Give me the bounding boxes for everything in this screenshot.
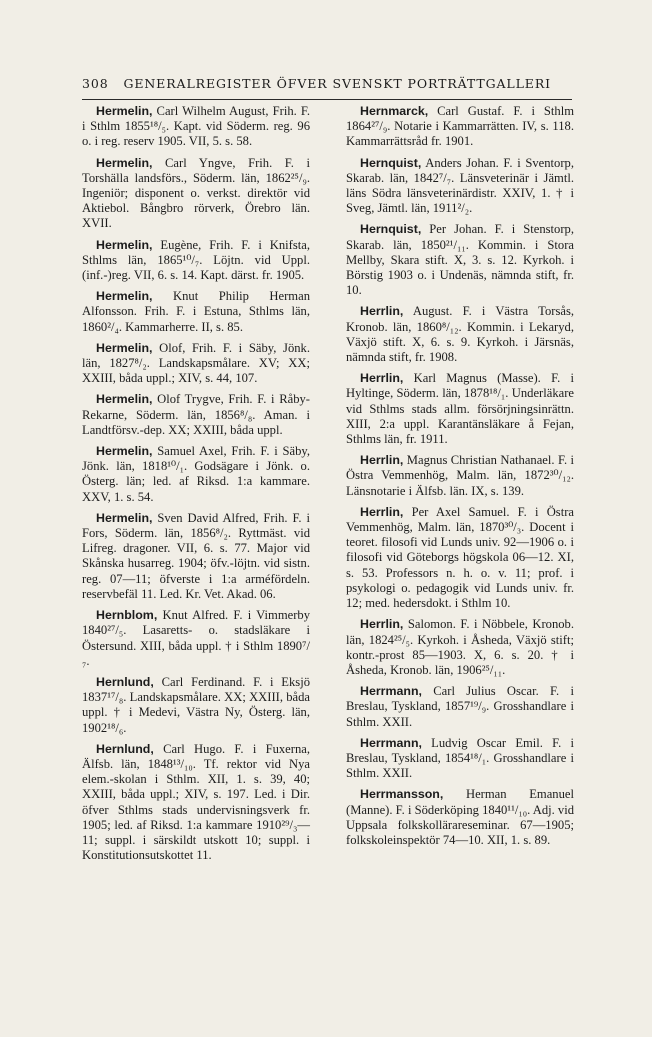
register-entry (346, 787, 574, 848)
entry-details: Knut Alfred. F. i Vimmerby 1840²⁷/₅. Lasaretts- o. stadsläkare i Östersund. XIII, båda uppl. † i Sthlm 1890⁷/₇. (82, 608, 310, 668)
register-entry (346, 304, 574, 365)
entry-surname: Hermelin, (96, 155, 153, 170)
register-entry (82, 444, 310, 505)
entry-surname: Herrmann, (360, 735, 422, 750)
entry-surname: Herrlin, (360, 371, 404, 386)
entry-details: Magnus Christian Nathanael. F. i Östra Vemmenhög, Malm. län, 1872³⁰/₁₂. Länsnotarie i Älfsb. län. IX, s. 139. (346, 453, 574, 498)
entry-surname: Hernblom, (96, 608, 158, 623)
entry-details: August. F. i Västra Torsås, Kronob. län, 1860⁸/₁₂. Kommin. i Lekaryd, Växjö stift. X, 6. s. 9. Kyrkoh. i Järsnäs, nämnda stift, fr. 1908. (346, 304, 574, 365)
entry-details: Ludvig Oscar Emil. F. i Breslau, Tyskland, 1854¹⁸/₁. Grosshandlare i Sthlm. XXII. (346, 735, 574, 781)
entry-surname: Hernquist, (360, 222, 422, 237)
register-entry (82, 238, 310, 284)
register-entry (82, 742, 310, 864)
entry-surname: Hermelin, (96, 289, 153, 304)
running-header (82, 76, 572, 91)
entry-details: Carl Julius Oscar. F. i Breslau, Tyskland, 1857¹⁹/₉. Grosshandlare i Sthlm. XXII. (346, 684, 574, 729)
entry-details: Anders Johan. F. i Sventorp, Skarab. län, 1842⁷/₇. Länsveterinär i Jämtl. läns Södra länsveterinärdistr. XXIV, 1. † i Sveg, Jämtl. län, 1911²/₂. (346, 155, 574, 216)
entry-details: Samuel Axel, Frih. F. i Säby, Jönk. län, 1818¹⁰/₁. Godsägare i Jönk. o. Österg. län; led. af Riksd. 1:a kammare. XXV, 1. s. 54. (82, 444, 310, 504)
entry-surname: Hernmarck, (360, 104, 429, 118)
entry-details: Karl Magnus (Masse). F. i Hyltinge, Söderm. län, 1878¹⁸/₁. Underläkare vid Sthlms stads allm. försörjningsinrättn. XIII, 2:a uppl. Karantänsläkare å Fejan, Sthlms län, fr. 1911. (346, 371, 574, 447)
right-column (346, 104, 574, 854)
entry-surname: Herrmann, (360, 684, 422, 699)
entry-details: Carl Ferdinand. F. i Eksjö 1837¹⁷/₈. Landskapsmålare. XX; XXIII, båda uppl. † i Medevi, Västra Ny, Österg. län, 1902¹⁸/₆. (82, 674, 310, 735)
entry-details: Olof, Frih. F. i Säby, Jönk. län, 1827⁸/₂. Landskapsmålare. XV; XX; XXIII, båda uppl.; XIV, s. 44, 107. (82, 340, 310, 386)
entry-surname: Hernlund, (96, 741, 154, 756)
register-entry (82, 341, 310, 387)
entry-details: Carl Wilhelm August, Frih. F. i Sthlm 1855¹⁸/₅. Kapt. vid Söderm. reg. 96 o. i reg. reserv 1905. VII, 5. s. 58. (82, 104, 310, 149)
register-entry (346, 684, 574, 730)
register-entry (346, 453, 574, 499)
running-title: GENERALREGISTER ÖFVER SVENSKT PORTRÄTTGALLERI (123, 76, 551, 91)
entry-surname: Herrlin, (360, 617, 404, 632)
entry-details: Salomon. F. i Nöbbele, Kronob. län, 1824²⁵/₅. Kyrkoh. i Åsheda, Växjö stift; kontr.-prost 85—1903. X, 6. s. 20. † i Åsheda, Kronob. län, 1906²⁵/₁₁. (346, 617, 574, 677)
entry-surname: Herrlin, (360, 453, 404, 468)
entry-surname: Hernquist, (360, 155, 422, 170)
entry-surname: Hermelin, (96, 510, 153, 525)
entry-surname: Herrlin, (360, 504, 404, 519)
register-entry (82, 511, 310, 602)
entry-details: Knut Philip Herman Alfonsson. Frih. F. i Estuna, Sthlms län, 1860²/₄. Kammarherre. II, s. 85. (82, 289, 310, 334)
entry-details: Carl Hugo. F. i Fuxerna, Älfsb. län, 1848¹³/₁₀. Tf. rektor vid Nya elem.-skolan i Sthlm. XII, 1. s. 39, 40; XXIII, båda uppl.; XIV, s. 197. Led. i Dir. öfver Sthlms stads undervisningsverk fr. 1905; led. af Riksd. 1:a kammare 1910²⁹/₃—11; suppl. i särskildt utskott 10; suppl. i Konstitutionsutskottet 11. (82, 741, 310, 863)
register-entry (346, 505, 574, 611)
entry-surname: Hermelin, (96, 237, 153, 252)
entry-surname: Hermelin, (96, 444, 153, 459)
register-entry (346, 222, 574, 298)
register-entry (82, 675, 310, 736)
register-entry (82, 289, 310, 335)
left-column (82, 104, 310, 869)
register-entry (82, 608, 310, 669)
register-entry (82, 104, 310, 150)
entry-details: Per Axel Samuel. F. i Östra Vemmenhög, Malm. län, 1870³⁰/₃. Docent i teoret. filosofi vid Lunds univ. 92—1906 o. i filosofi vid Göteborgs högskola 06—12. XI, s. 53. Professors n. h. o. v. 11; prof. i psykologi o. pedagogik vid Lunds univ. fr. 12; med. hedersdokt. i Sthlm 10. (346, 504, 574, 611)
register-entry (346, 736, 574, 782)
entry-details: Olof Trygve, Frih. F. i Råby-Rekarne, Söderm. län, 1856⁸/₈. Aman. i Landtförsv.-dep. XX; XXIII, båda uppl. (82, 392, 310, 437)
entry-surname: Hermelin, (96, 340, 153, 355)
entry-details: Eugène, Frih. F. i Knifsta, Sthlms län, 1865¹⁰/₇. Löjtn. vid Uppl. (inf.-)reg. VII, 6. s. 14. Kapt. därst. fr. 1905. (82, 237, 310, 283)
register-entry (82, 392, 310, 438)
page-number: 308 (82, 76, 109, 91)
entry-surname: Herrmansson, (360, 787, 444, 802)
entry-details: Carl Yngve, Frih. F. i Torshälla landsförs., Söderm. län, 1862²⁵/₉. Ingeniör; disponent o. verkst. direktör vid Aktiebol. Bångbro rörverk, Örebro län. XVII. (82, 155, 310, 231)
entry-details: Sven David Alfred, Frih. F. i Fors, Söderm. län, 1856⁸/₂. Ryttmäst. vid Lifreg. dragoner. VII, 6. s. 77. Major vid Skånska husarreg. 1904; öfv.-löjtn. vid sistn. reg. 07—11; öfverste i 1:a arméfördeln. reservbefäl 11. Led. Kr. Vet. Akad. 06. (82, 510, 310, 601)
entry-surname: Hermelin, (96, 392, 153, 407)
register-entry (346, 371, 574, 447)
register-entry (82, 156, 310, 232)
entry-details: Per Johan. F. i Stenstorp, Skarab. län, 1850²¹/₁₁. Kommin. i Stora Mellby, Skara stift. X, 3. s. 12. Kyrkoh. i Börstig 1903 o. i Undenäs, nämnda stift, fr. 10. (346, 222, 574, 298)
entry-details: Carl Gustaf. F. i Sthlm 1864²⁷/₉. Notarie i Kammarrätten. IV, s. 118. Kammarrättsråd fr. 1901. (346, 104, 574, 149)
entry-surname: Hernlund, (96, 674, 154, 689)
register-entry (346, 156, 574, 217)
entry-details: Herman Emanuel (Manne). F. i Söderköping 1840¹¹/₁₀. Adj. vid Uppsala folkskollärareseminar. 67—1905; folkskoleinspektör 74—10. XII, 1. s. 89. (346, 787, 575, 847)
register-entry (346, 104, 574, 150)
entry-surname: Hermelin, (96, 104, 153, 118)
register-entry (346, 617, 574, 678)
entry-surname: Herrlin, (360, 304, 404, 319)
header-rule (82, 99, 572, 100)
